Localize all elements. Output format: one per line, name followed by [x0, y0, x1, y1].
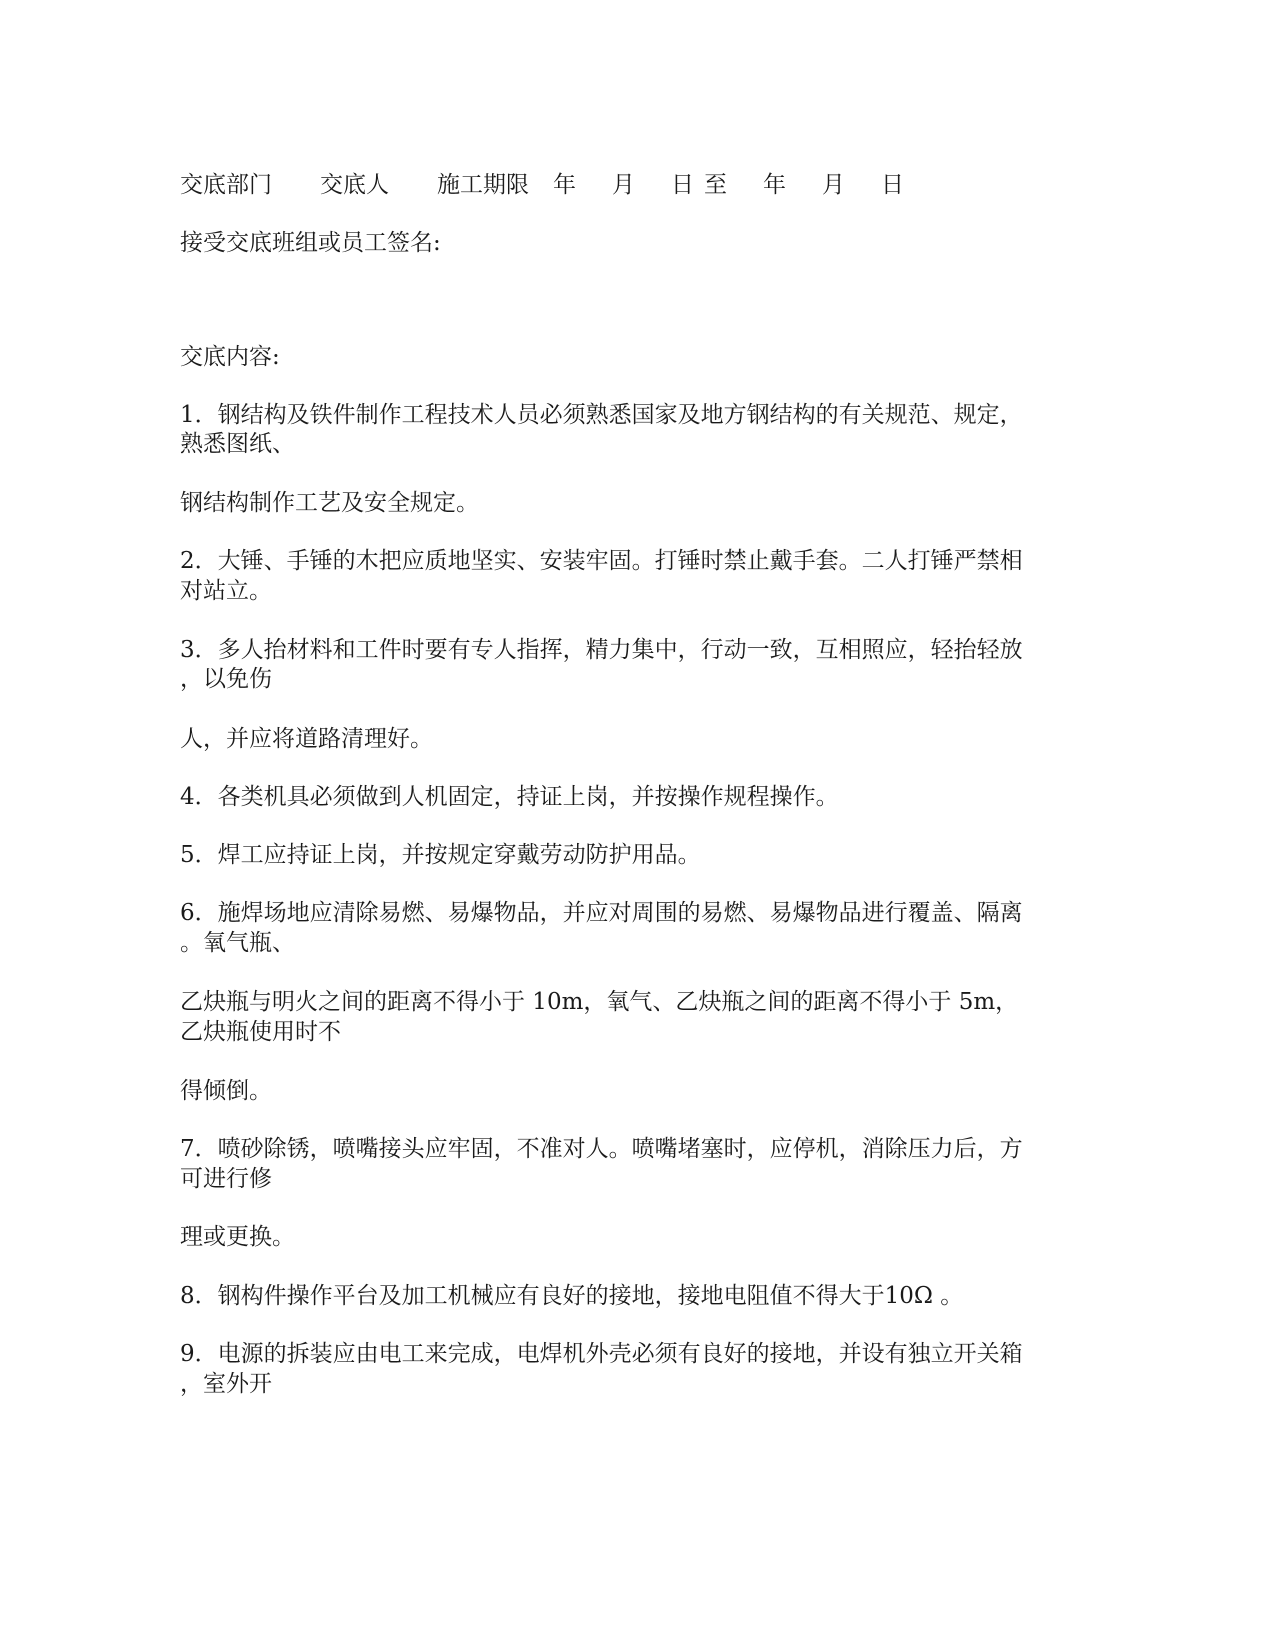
- content-line: 钢结构制作工艺及安全规定。: [180, 490, 479, 516]
- year-label-1: 年: [553, 172, 576, 198]
- content-line: ，以免伤: [180, 666, 272, 692]
- year-label-2: 年: [763, 172, 786, 198]
- content-line: 5．焊工应持证上岗，并按规定穿戴劳动防护用品。: [180, 842, 701, 868]
- header-row: [180, 168, 1080, 202]
- content-line: 3．多人抬材料和工件时要有专人指挥，精力集中，行动一致，互相照应，轻抬轻放: [180, 637, 1023, 663]
- to-label: 至: [704, 172, 727, 198]
- content-line: 。氧气瓶、: [180, 930, 295, 956]
- content-line: 6．施焊场地应清除易燃、易爆物品，并应对周围的易燃、易爆物品进行覆盖、隔离: [180, 900, 1023, 926]
- content-line: 8．钢构件操作平台及加工机械应有良好的接地，接地电阻值不得大于10Ω 。: [180, 1283, 964, 1309]
- dept-label: 交底部门: [180, 172, 272, 198]
- content-line: 1．钢结构及铁件制作工程技术人员必须熟悉国家及地方钢结构的有关规范、规定，: [180, 402, 1023, 428]
- month-label-1: 月: [612, 172, 635, 198]
- content-label: 交底内容:: [180, 344, 280, 370]
- content-line: ，室外开: [180, 1371, 272, 1397]
- month-label-2: 月: [822, 172, 845, 198]
- content-line: 人，并应将道路清理好。: [180, 726, 433, 752]
- content-line: 7．喷砂除锈，喷嘴接头应牢固，不准对人。喷嘴堵塞时，应停机，消除压力后，方: [180, 1136, 1023, 1162]
- content-line: 熟悉图纸、: [180, 431, 295, 457]
- person-label: 交底人: [320, 172, 389, 198]
- content-line: 2．大锤、手锤的木把应质地坚实、安装牢固。打锤时禁止戴手套。二人打锤严禁相: [180, 548, 1023, 574]
- period-label: 施工期限: [437, 172, 529, 198]
- content-line: 可进行修: [180, 1166, 272, 1192]
- content-line: 乙炔瓶使用时不: [180, 1019, 341, 1045]
- content-line: 4．各类机具必须做到人机固定，持证上岗，并按操作规程操作。: [180, 784, 839, 810]
- content-line: 对站立。: [180, 578, 272, 604]
- day-label-1: 日: [671, 172, 694, 198]
- signature-label: 接受交底班组或员工签名:: [180, 230, 441, 256]
- day-label-2: 日: [881, 172, 904, 198]
- content-line: 得倾倒。: [180, 1078, 272, 1104]
- content-line: 9．电源的拆装应由电工来完成，电焊机外壳必须有良好的接地，并设有独立开关箱: [180, 1341, 1023, 1367]
- content-line: 理或更换。: [180, 1224, 295, 1250]
- content-line: 乙炔瓶与明火之间的距离不得小于 10m，氧气、乙炔瓶之间的距离不得小于 5m，: [180, 989, 1019, 1015]
